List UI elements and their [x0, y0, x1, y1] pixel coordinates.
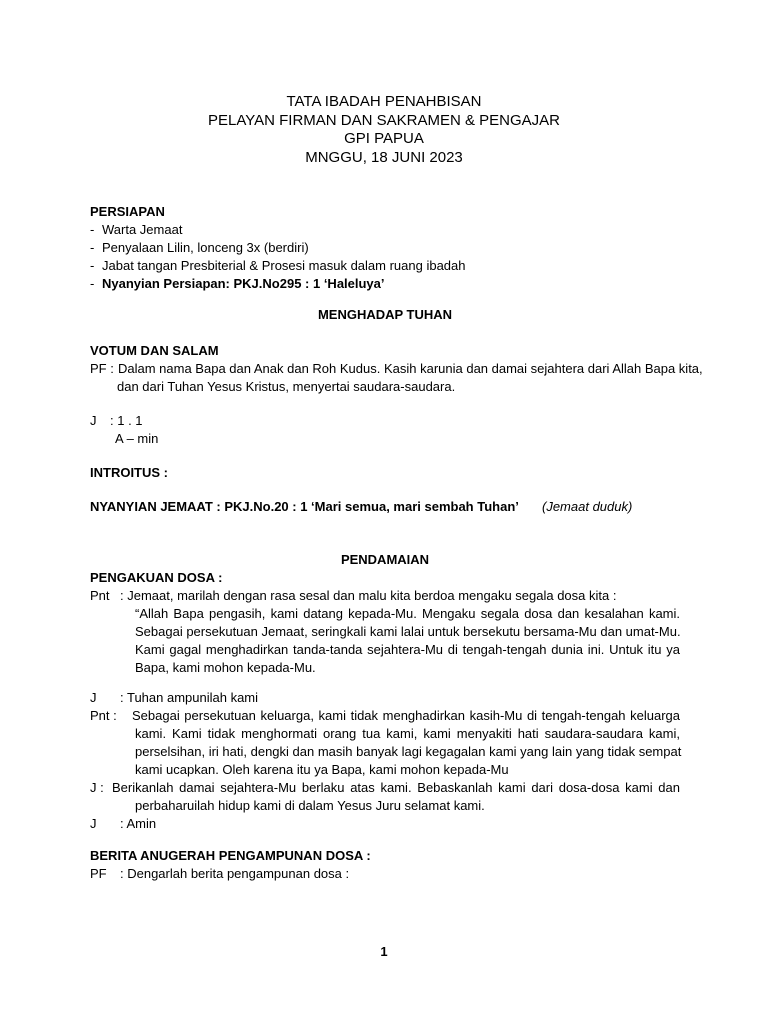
pengakuan-intro: : Jemaat, marilah dengan rasa sesal dan malu kita berdoa mengaku segala dosa kita :	[120, 588, 617, 603]
menghadap-heading: MENGHADAP TUHAN	[317, 307, 453, 322]
berita-section	[90, 847, 680, 883]
nyanyian-text: NYANYIAN JEMAAT : PKJ.No.20 : 1 ‘Mari semua, mari sembah Tuhan’	[90, 499, 519, 514]
prayer-line: Sebagai persekutuan Jemaat, seringkali kami lalai untuk bersekutu bersama-Mu dan umat-Mu.	[135, 624, 681, 639]
nyanyian-note: (Jemaat duduk)	[542, 499, 633, 514]
speaker-label: J :	[90, 780, 104, 795]
berita-heading: BERITA ANUGERAH PENGAMPUNAN DOSA :	[90, 848, 371, 863]
title-line-3: GPI PAPUA	[344, 130, 424, 147]
response-text: : Tuhan ampunilah kami	[120, 690, 259, 705]
persiapan-item: - Nyanyian Persiapan: PKJ.No295 : 1 ‘Haleluya’	[90, 276, 385, 291]
response-text: : 1 . 1	[110, 413, 143, 428]
speaker-label: J	[90, 816, 97, 831]
title-line-2: PELAYAN FIRMAN DAN SAKRAMEN & PENGAJAR	[207, 111, 561, 129]
votum-pf	[90, 360, 703, 378]
title-line-4: MNGGU, 18 JUNI 2023	[305, 148, 463, 166]
prayer-line: Bapa, kami mohon kepada-Mu.	[135, 660, 316, 675]
title-line-1: TATA IBADAH PENAHBISAN	[286, 93, 482, 110]
speaker-label: Pnt	[90, 588, 110, 603]
j-text: Berikanlah damai sejahtera-Mu berlaku atas kami. Bebaskanlah kami dari dosa-dosa kami dan	[112, 780, 680, 795]
introitus-heading: INTROITUS :	[90, 465, 168, 480]
speaker-label: Pnt :	[90, 708, 117, 723]
amin-text: A – min	[115, 431, 159, 446]
prayer-block	[90, 605, 680, 677]
persiapan-item: - Penyalaan Lilin, lonceng 3x (berdiri)	[90, 240, 309, 255]
pengakuan-responses	[90, 689, 680, 833]
prayer-line: “Allah Bapa pengasih, kami datang kepada-Mu. Mengaku segala dosa dan kesalahan kami.	[135, 606, 680, 621]
votum-response	[90, 412, 680, 448]
page-number: 1	[380, 944, 388, 959]
pengakuan-section	[90, 569, 680, 677]
persiapan-section	[90, 203, 680, 293]
j-text: perbaharuilah hidup kami di dalam Yesus Juru selamat kami.	[135, 798, 485, 813]
pnt-text: Sebagai persekutuan keluarga, kami tidak menghadirkan kasih-Mu di tengah-tengah keluarga	[132, 708, 680, 723]
persiapan-heading: PERSIAPAN	[90, 204, 165, 219]
nyanyian-section	[90, 498, 680, 516]
persiapan-item: - Warta Jemaat	[90, 222, 183, 237]
speaker-label: J	[90, 690, 97, 705]
speaker-label: PF :	[90, 361, 114, 376]
pnt-text: perselsihan, iri hati, dengki dan masih banyak lagi kegagalan kami yang lain yang tidak sempat	[135, 744, 682, 759]
speaker-label: PF	[90, 866, 107, 881]
votum-pf-text-cont: dan dari Tuhan Yesus Kristus, menyertai saudara-saudara.	[117, 379, 456, 394]
votum-heading: VOTUM DAN SALAM	[90, 343, 219, 358]
persiapan-item: - Jabat tangan Presbiterial & Prosesi masuk dalam ruang ibadah	[90, 258, 466, 273]
berita-text: : Dengarlah berita pengampunan dosa :	[120, 866, 350, 881]
response-text: : Amin	[120, 816, 157, 831]
votum-section	[90, 342, 703, 396]
pendamaian-heading: PENDAMAIAN	[340, 552, 430, 567]
pnt-text: kami. Kami tidak menghormati orang tua kami, kami menyakiti hati saudara-saudara kami,	[135, 726, 680, 741]
votum-pf-text: Dalam nama Bapa dan Anak dan Roh Kudus. Kasih karunia dan damai sejahtera dari Allah Bapa kita,	[118, 361, 703, 376]
prayer-line: Kami gagal menghadirkan tanda-tanda sejahtera-Mu di tengah-tengah dunia ini. Untuk itu ya	[135, 642, 680, 657]
speaker-label: J	[90, 413, 97, 428]
document-title	[0, 93, 768, 167]
pengakuan-heading: PENGAKUAN DOSA :	[90, 570, 223, 585]
pnt-text: kami ucapkan. Oleh karena itu ya Bapa, kami mohon kepada-Mu	[135, 762, 509, 777]
